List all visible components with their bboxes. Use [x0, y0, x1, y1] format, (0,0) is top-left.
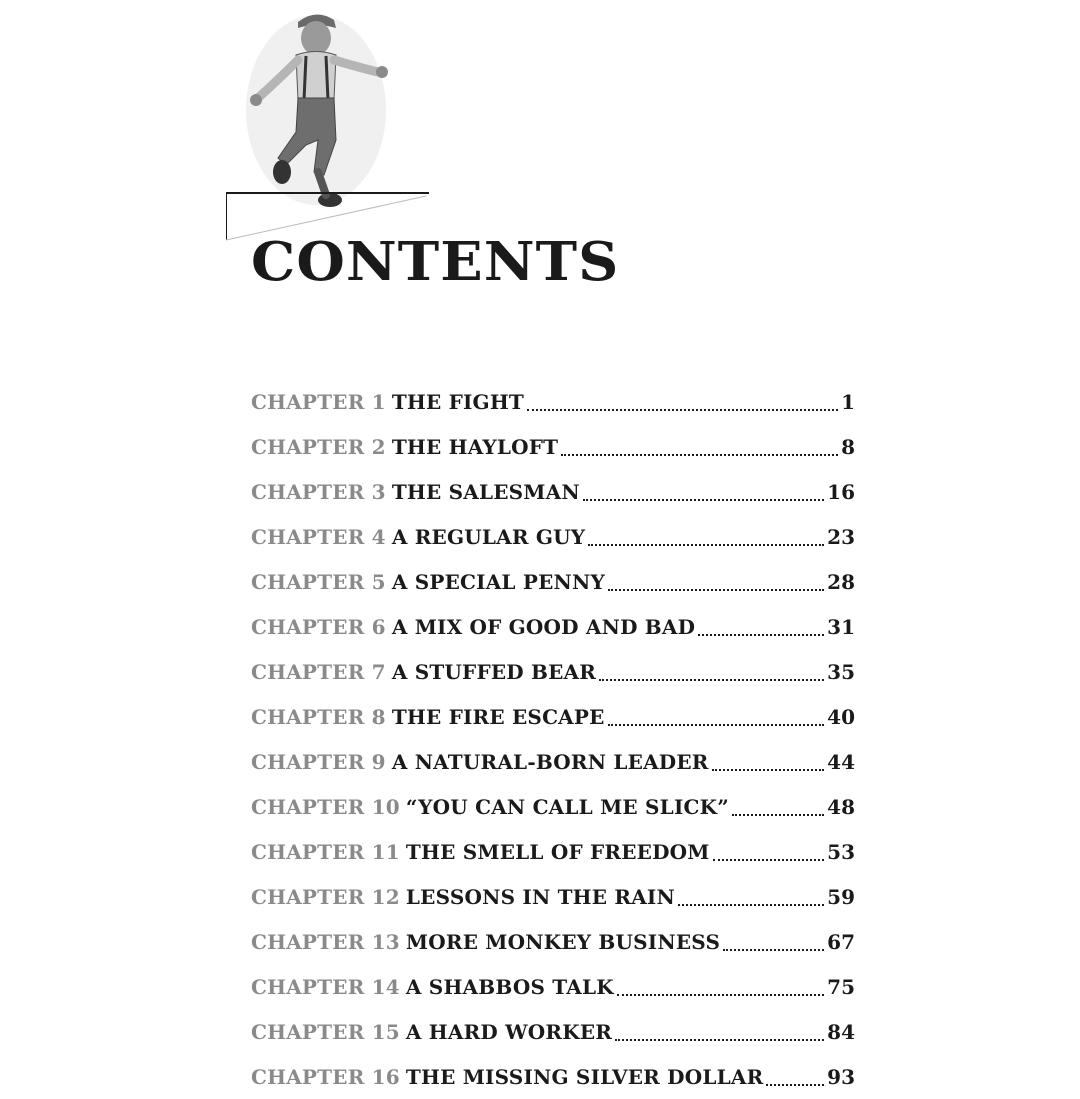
dot-leader	[527, 401, 838, 411]
toc-entry[interactable]	[251, 739, 855, 784]
chapter-page-number: 28	[827, 569, 855, 594]
chapter-label: CHAPTER 13	[251, 929, 400, 954]
dot-leader	[561, 446, 838, 456]
dot-leader	[583, 491, 824, 501]
dot-leader	[608, 581, 824, 591]
toc-entry[interactable]	[251, 919, 855, 964]
dot-leader	[713, 851, 825, 861]
chapter-label: CHAPTER 5	[251, 569, 386, 594]
toc-entry[interactable]	[251, 829, 855, 874]
chapter-title: A HARD WORKER	[405, 1019, 613, 1044]
chapter-page-number: 84	[827, 1019, 855, 1044]
chapter-title: THE SMELL OF FREEDOM	[405, 839, 710, 864]
dot-leader	[732, 806, 824, 816]
toc-entry[interactable]	[251, 649, 855, 694]
dot-leader	[608, 716, 825, 726]
chapter-label: CHAPTER 3	[251, 479, 386, 504]
dot-leader	[712, 761, 825, 771]
boy-walking-illustration	[226, 0, 436, 245]
chapter-page-number: 16	[827, 479, 855, 504]
chapter-page-number: 1	[841, 389, 855, 414]
chapter-label: CHAPTER 14	[251, 974, 400, 999]
chapter-title: A NATURAL-BORN LEADER	[391, 749, 709, 774]
dot-leader	[723, 941, 824, 951]
chapter-page-number: 48	[827, 794, 855, 819]
chapter-title: A MIX OF GOOD AND BAD	[391, 614, 696, 639]
chapter-label: CHAPTER 7	[251, 659, 386, 684]
chapter-page-number: 44	[827, 749, 855, 774]
toc-entry[interactable]	[251, 1009, 855, 1054]
toc-entry[interactable]	[251, 694, 855, 739]
dot-leader	[599, 671, 824, 681]
chapter-label: CHAPTER 11	[251, 839, 400, 864]
chapter-label: CHAPTER 12	[251, 884, 400, 909]
chapter-label: CHAPTER 4	[251, 524, 386, 549]
dot-leader	[588, 536, 824, 546]
dot-leader	[615, 1031, 824, 1041]
toc-entry[interactable]	[251, 379, 855, 424]
chapter-page-number: 93	[827, 1064, 855, 1089]
chapter-page-number: 59	[827, 884, 855, 909]
chapter-label: CHAPTER 15	[251, 1019, 400, 1044]
chapter-title: A SPECIAL PENNY	[391, 569, 605, 594]
chapter-title: LESSONS IN THE RAIN	[405, 884, 675, 909]
table-of-contents	[251, 379, 855, 1099]
chapter-label: CHAPTER 9	[251, 749, 386, 774]
chapter-title: THE FIRE ESCAPE	[391, 704, 605, 729]
chapter-title: A STUFFED BEAR	[391, 659, 597, 684]
dot-leader	[766, 1076, 824, 1086]
chapter-title: THE FIGHT	[391, 389, 525, 414]
chapter-label: CHAPTER 8	[251, 704, 386, 729]
chapter-page-number: 53	[827, 839, 855, 864]
chapter-page-number: 8	[841, 434, 855, 459]
chapter-page-number: 35	[827, 659, 855, 684]
toc-entry[interactable]	[251, 469, 855, 514]
chapter-page-number: 23	[827, 524, 855, 549]
toc-entry[interactable]	[251, 1054, 855, 1099]
toc-entry[interactable]	[251, 784, 855, 829]
toc-entry[interactable]	[251, 964, 855, 1009]
toc-entry[interactable]	[251, 559, 855, 604]
toc-entry[interactable]	[251, 424, 855, 469]
chapter-label: CHAPTER 2	[251, 434, 386, 459]
chapter-label: CHAPTER 1	[251, 389, 386, 414]
chapter-title: THE MISSING SILVER DOLLAR	[405, 1064, 764, 1089]
chapter-title: THE HAYLOFT	[391, 434, 559, 459]
dot-leader	[617, 986, 824, 996]
chapter-label: CHAPTER 6	[251, 614, 386, 639]
contents-heading: CONTENTS	[251, 231, 620, 293]
chapter-label: CHAPTER 16	[251, 1064, 400, 1089]
chapter-title: THE SALESMAN	[391, 479, 580, 504]
toc-entry[interactable]	[251, 874, 855, 919]
chapter-title: “YOU CAN CALL ME SLICK”	[405, 794, 729, 819]
chapter-page-number: 31	[827, 614, 855, 639]
chapter-page-number: 75	[827, 974, 855, 999]
chapter-page-number: 67	[827, 929, 855, 954]
toc-entry[interactable]	[251, 604, 855, 649]
chapter-label: CHAPTER 10	[251, 794, 400, 819]
chapter-page-number: 40	[827, 704, 855, 729]
chapter-title: A REGULAR GUY	[391, 524, 586, 549]
dot-leader	[698, 626, 824, 636]
dot-leader	[678, 896, 824, 906]
toc-entry[interactable]	[251, 514, 855, 559]
chapter-title: MORE MONKEY BUSINESS	[405, 929, 721, 954]
chapter-title: A SHABBOS TALK	[405, 974, 614, 999]
